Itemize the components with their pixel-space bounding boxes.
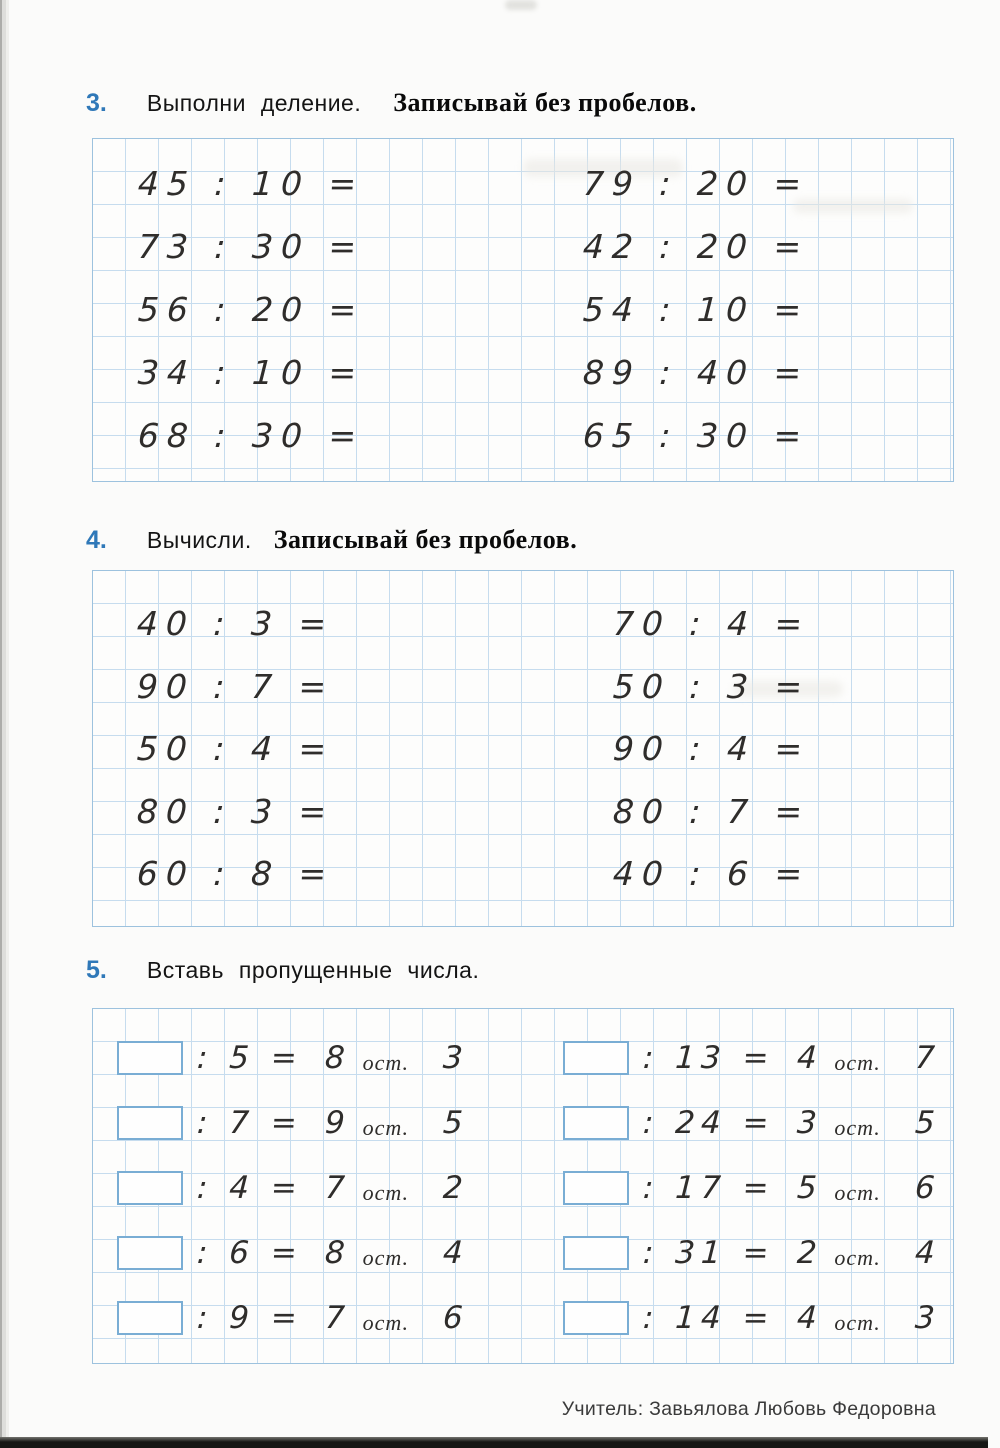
answer-box xyxy=(563,1041,629,1075)
answer-box xyxy=(117,1171,183,1205)
remainder-label: ост. xyxy=(362,1050,410,1075)
problem-expression: : 6 = xyxy=(196,1235,304,1271)
problem-expression: : 13 = xyxy=(642,1040,776,1076)
task4-title: Вычисли. xyxy=(146,527,252,553)
task5-header xyxy=(86,956,511,985)
problem-expression: : 5 = xyxy=(196,1040,304,1076)
task3-title: Выполни деление. xyxy=(146,90,362,116)
teacher-credit: Учитель: Завьялова Любовь Федоровна xyxy=(561,1398,936,1420)
division-problem: 56 : 20 = xyxy=(137,290,366,329)
quotient-value: 3 xyxy=(795,1105,818,1141)
remainder-value: 3 xyxy=(442,1040,464,1076)
task4-header xyxy=(86,525,577,555)
division-problem: 80 : 3 = xyxy=(136,792,336,831)
division-problem: 65 : 30 = xyxy=(582,416,811,455)
scan-smudge xyxy=(505,0,537,10)
scan-edge-bottom xyxy=(0,1437,988,1448)
remainder-value: 3 xyxy=(913,1300,936,1336)
remainder-value: 6 xyxy=(913,1170,936,1206)
fill-in-problem xyxy=(563,1289,934,1347)
remainder-value: 6 xyxy=(442,1300,464,1336)
division-problem: 70 : 4 = xyxy=(612,604,812,643)
answer-box xyxy=(563,1236,629,1270)
fill-in-problem xyxy=(117,1289,463,1347)
task3-grid xyxy=(92,138,954,482)
fill-in-problem xyxy=(117,1159,463,1217)
task3-subtitle: Записывай без пробелов. xyxy=(393,88,697,117)
answer-box xyxy=(563,1106,629,1140)
fill-in-problem xyxy=(563,1159,934,1217)
problem-expression: : 7 = xyxy=(196,1105,304,1141)
fill-in-problem xyxy=(563,1029,934,1087)
problem-expression: : 24 = xyxy=(642,1105,776,1141)
remainder-value: 5 xyxy=(913,1105,936,1141)
task5-number: 5. xyxy=(86,956,107,984)
problem-expression: : 4 = xyxy=(196,1170,304,1206)
division-problem: 79 : 20 = xyxy=(582,164,811,203)
remainder-label: ост. xyxy=(362,1310,410,1335)
division-problem: 68 : 30 = xyxy=(137,416,366,455)
remainder-label: ост. xyxy=(834,1050,881,1075)
quotient-value: 5 xyxy=(795,1170,818,1206)
answer-box xyxy=(117,1301,183,1335)
division-problem: 89 : 40 = xyxy=(582,353,811,392)
task3-number: 3. xyxy=(86,89,107,117)
task4-number: 4. xyxy=(86,526,107,554)
division-problem: 40 : 6 = xyxy=(612,854,812,893)
fill-in-problem xyxy=(563,1094,934,1152)
remainder-label: ост. xyxy=(834,1310,881,1335)
division-problem: 73 : 30 = xyxy=(137,227,366,266)
quotient-value: 8 xyxy=(323,1235,346,1271)
remainder-label: ост. xyxy=(362,1245,410,1270)
quotient-value: 9 xyxy=(323,1105,346,1141)
answer-box xyxy=(117,1236,183,1270)
quotient-value: 4 xyxy=(795,1040,818,1076)
quotient-value: 4 xyxy=(795,1300,818,1336)
remainder-value: 2 xyxy=(442,1170,464,1206)
remainder-label: ост. xyxy=(834,1180,881,1205)
task5-title: Вставь пропущенные числа. xyxy=(146,957,480,983)
remainder-value: 4 xyxy=(442,1235,464,1271)
task5-grid xyxy=(92,1008,954,1364)
bleed-artifact xyxy=(793,199,913,213)
fill-in-problem xyxy=(563,1224,934,1282)
remainder-label: ост. xyxy=(834,1115,881,1140)
division-problem: 42 : 20 = xyxy=(582,227,811,266)
scan-edge-left xyxy=(0,0,9,1448)
division-problem: 90 : 4 = xyxy=(612,729,812,768)
quotient-value: 7 xyxy=(323,1170,346,1206)
division-problem: 90 : 7 = xyxy=(136,667,336,706)
fill-in-problem xyxy=(117,1224,463,1282)
quotient-value: 7 xyxy=(323,1300,346,1336)
answer-box xyxy=(117,1106,183,1140)
quotient-value: 8 xyxy=(323,1040,346,1076)
task3-header xyxy=(86,88,697,118)
remainder-value: 5 xyxy=(442,1105,464,1141)
remainder-label: ост. xyxy=(362,1115,410,1140)
task4-grid xyxy=(92,570,954,927)
division-problem: 50 : 4 = xyxy=(136,729,336,768)
answer-box xyxy=(117,1041,183,1075)
division-problem: 60 : 8 = xyxy=(136,854,336,893)
task4-subtitle: Записывай без пробелов. xyxy=(273,525,578,554)
division-problem: 80 : 7 = xyxy=(612,792,812,831)
remainder-value: 7 xyxy=(913,1040,936,1076)
division-problem: 45 : 10 = xyxy=(137,164,366,203)
division-problem: 54 : 10 = xyxy=(582,290,811,329)
problem-expression: : 9 = xyxy=(196,1300,304,1336)
problem-expression: : 31 = xyxy=(642,1235,776,1271)
fill-in-problem xyxy=(117,1094,463,1152)
answer-box xyxy=(563,1301,629,1335)
answer-box xyxy=(563,1171,629,1205)
quotient-value: 2 xyxy=(795,1235,818,1271)
division-problem: 40 : 3 = xyxy=(136,604,336,643)
division-problem: 34 : 10 = xyxy=(137,353,366,392)
remainder-label: ост. xyxy=(362,1180,410,1205)
problem-expression: : 14 = xyxy=(642,1300,776,1336)
problem-expression: : 17 = xyxy=(642,1170,776,1206)
remainder-value: 4 xyxy=(913,1235,936,1271)
fill-in-problem xyxy=(117,1029,463,1087)
division-problem: 50 : 3 = xyxy=(612,667,812,706)
remainder-label: ост. xyxy=(834,1245,881,1270)
